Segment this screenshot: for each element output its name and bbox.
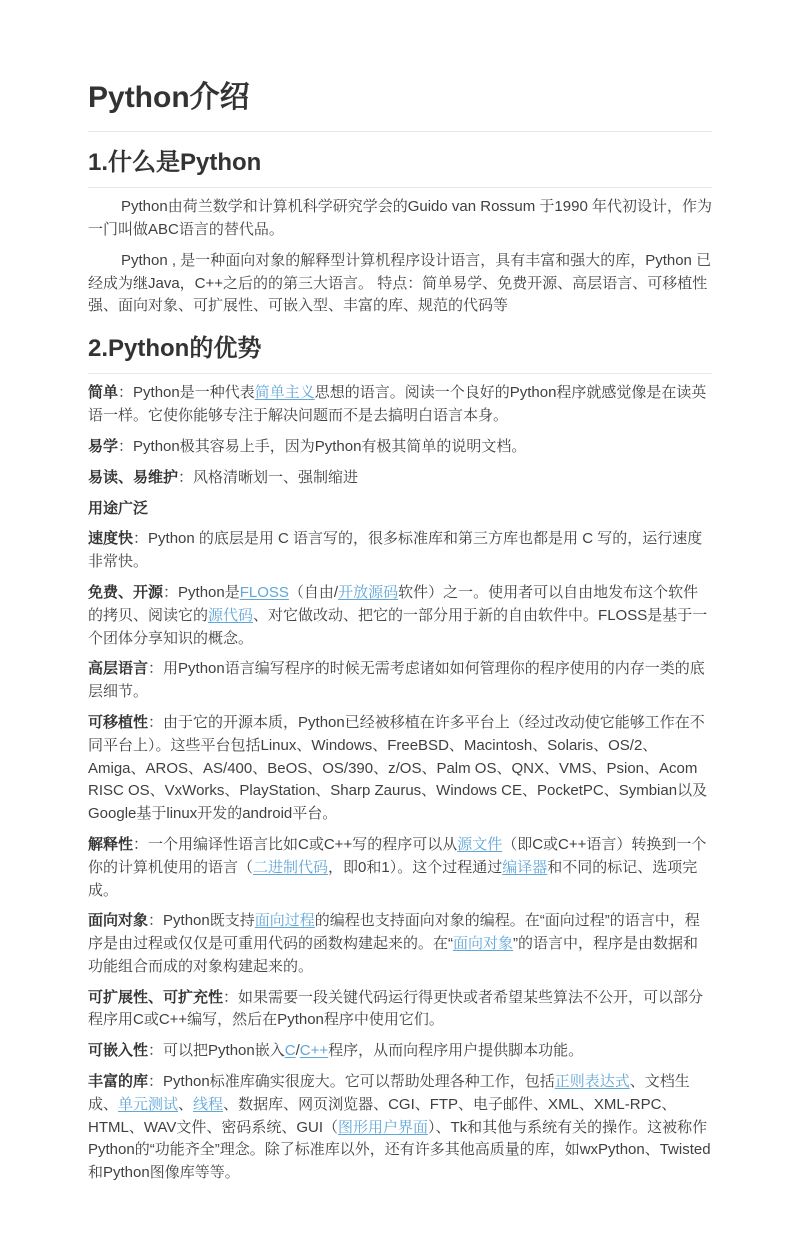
inline-link[interactable]: 图形用户界面 <box>338 1118 429 1136</box>
text-run: ：Python极其容易上手，因为Python有极其简单的说明文档。 <box>118 437 527 455</box>
inline-link[interactable]: 编译器 <box>502 858 548 876</box>
paragraph <box>88 382 712 428</box>
inline-link[interactable]: FLOSS <box>239 583 289 601</box>
text-run: / <box>295 1042 300 1060</box>
text-run: 程序，从而向程序用户提供脚本功能。 <box>328 1042 584 1060</box>
text-run: ：可以把Python嵌入 <box>148 1042 285 1060</box>
text-run: ：如果需要一段关键代码运行得更快或者希望某些算法不公开，可以部分程序用C或C++编写，然后在Python程序中使用它们。 <box>88 988 704 1029</box>
text-run: （即C或C++语言）转换到一个你的计算机使用的语言（ <box>88 835 707 876</box>
inline-link[interactable]: C++ <box>299 1042 329 1060</box>
bold-label: 速度快 <box>88 530 134 548</box>
text-run: ，即0和1）。这个过程通过 <box>328 858 503 876</box>
paragraph <box>88 498 712 521</box>
bold-label: 解释性 <box>88 835 134 853</box>
text-run: 、文档生成、 <box>88 1073 690 1113</box>
inline-link[interactable]: 单元测试 <box>118 1095 179 1113</box>
text-run: ：Python是 <box>163 583 240 601</box>
bold-label: 可嵌入性 <box>88 1042 149 1060</box>
text-run: ：由于它的开源本质，Python已经被移植在许多平台上（经过改动使它能够工作在不同平台上）。这些平台包括Linux、Windows、FreeBSD、Macintosh、Solaris、OS/2、Amiga、AROS、AS/400、BeOS、OS/390、z/OS、Palm OS、QNX、VMS、Psion、Acom RISC OS、VxWorks、PlayStation、Sharp Zaurus、Windows CE、PocketPC、Symbian以及Google基于linux开发的android平台。 <box>88 713 708 823</box>
bold-label: 免费、开源 <box>88 583 164 601</box>
text-run: ：Python标准库确实很庞大。它可以帮助处理各种工作，包括 <box>148 1073 555 1091</box>
text-run: ：Python 的底层是用 C 语言写的，很多标准库和第三方库也都是用 C 写的，运行速度非常快。 <box>88 530 703 571</box>
paragraph <box>88 196 712 242</box>
text-run: ：Python是一种代表 <box>118 384 255 402</box>
paragraph <box>88 582 712 650</box>
text-run: （自由/ <box>288 583 339 601</box>
paragraph <box>88 658 712 704</box>
paragraph <box>88 987 712 1033</box>
inline-link[interactable]: 开放源码 <box>338 583 399 601</box>
text-run: 的编程也支持面向对象的编程。在“面向过程”的语言中，程序是由过程或仅仅是可重用代码的函数构建起来的。在“ <box>88 912 700 953</box>
inline-link[interactable]: 简单主义 <box>254 384 315 402</box>
text-run: 、数据库、网页浏览器、CGI、FTP、电子邮件、XML、XML-RPC、HTML、WAV文件、密码系统、GUI（ <box>88 1095 677 1136</box>
page-title: Python介绍 <box>88 80 712 132</box>
bold-label: 可移植性 <box>88 713 149 731</box>
bold-label: 用途广泛 <box>88 499 149 517</box>
inline-link[interactable]: 面向对象 <box>453 935 514 953</box>
text-run: ：一个用编译性语言比如C或C++写的程序可以从 <box>133 835 458 853</box>
text-run: Python , 是一种面向对象的解释型计算机程序设计语言，具有丰富和强大的库，Python 已经成为继Java，C++之后的的第三大语言。 特点：简单易学、免费开源、高层语言、可移植性强、面向对象、可扩展性、可嵌入型、丰富的库、规范的代码等 <box>88 251 712 315</box>
section-heading: 1.什么是Python <box>88 147 712 188</box>
paragraph <box>88 1040 712 1063</box>
paragraph <box>88 834 712 902</box>
inline-link[interactable]: 源代码 <box>208 606 254 624</box>
text-run: ：用Python语言编写程序的时候无需考虑诸如如何管理你的程序使用的内存一类的底层细节。 <box>88 660 705 701</box>
text-run: ）、Tk和其他与系统有关的操作。这被称作Python的“功能齐全”理念。除了标准库以外，还有许多其他高质量的库，如wxPython、Twisted和Python图像库等等。 <box>88 1118 711 1182</box>
paragraph <box>88 1071 712 1185</box>
bold-label: 易学 <box>88 437 119 455</box>
text-run: ”的语言中，程序是由数据和功能组合而成的对象构建起来的。 <box>88 935 699 975</box>
paragraph <box>88 467 712 490</box>
text-run: 、对它做改动、把它的一部分用于新的自由软件中。FLOSS是基于一个团体分享知识的概念。 <box>88 606 708 647</box>
bold-label: 丰富的库 <box>88 1073 149 1091</box>
paragraph <box>88 436 712 459</box>
inline-link[interactable]: C <box>284 1042 296 1060</box>
bold-label: 高层语言 <box>88 660 149 678</box>
text-run: ：风格清晰划一、强制缩进 <box>178 468 359 486</box>
inline-link[interactable]: 正则表达式 <box>554 1073 630 1091</box>
bold-label: 易读、易维护 <box>88 468 179 486</box>
bold-label: 可扩展性、可扩充性 <box>88 988 224 1006</box>
bold-label: 简单 <box>88 384 119 402</box>
text-run: 、 <box>178 1095 194 1113</box>
text-run: 和不同的标记、选项完成。 <box>88 858 698 899</box>
paragraph <box>88 528 712 574</box>
section-heading: 2.Python的优势 <box>88 333 712 374</box>
inline-link[interactable]: 线程 <box>193 1095 224 1113</box>
text-run: 软件）之一。使用者可以自由地发布这个软件的拷贝、阅读它的 <box>88 583 699 624</box>
text-run: ：Python既支持 <box>148 912 255 930</box>
document-body <box>88 147 712 1185</box>
text-run: Python由荷兰数学和计算机科学研究学会的Guido van Rossum 于1990 年代初设计，作为一门叫做ABC语言的替代品。 <box>88 198 712 238</box>
inline-link[interactable]: 二进制代码 <box>253 858 329 876</box>
bold-label: 面向对象 <box>88 912 149 930</box>
paragraph <box>88 910 712 978</box>
paragraph <box>88 250 712 318</box>
paragraph <box>88 712 712 826</box>
inline-link[interactable]: 源文件 <box>457 835 503 853</box>
text-run: 思想的语言。阅读一个良好的Python程序就感觉像是在读英语一样。它使你能够专注于解决问题而不是去搞明白语言本身。 <box>88 384 707 425</box>
inline-link[interactable]: 面向过程 <box>254 912 315 930</box>
